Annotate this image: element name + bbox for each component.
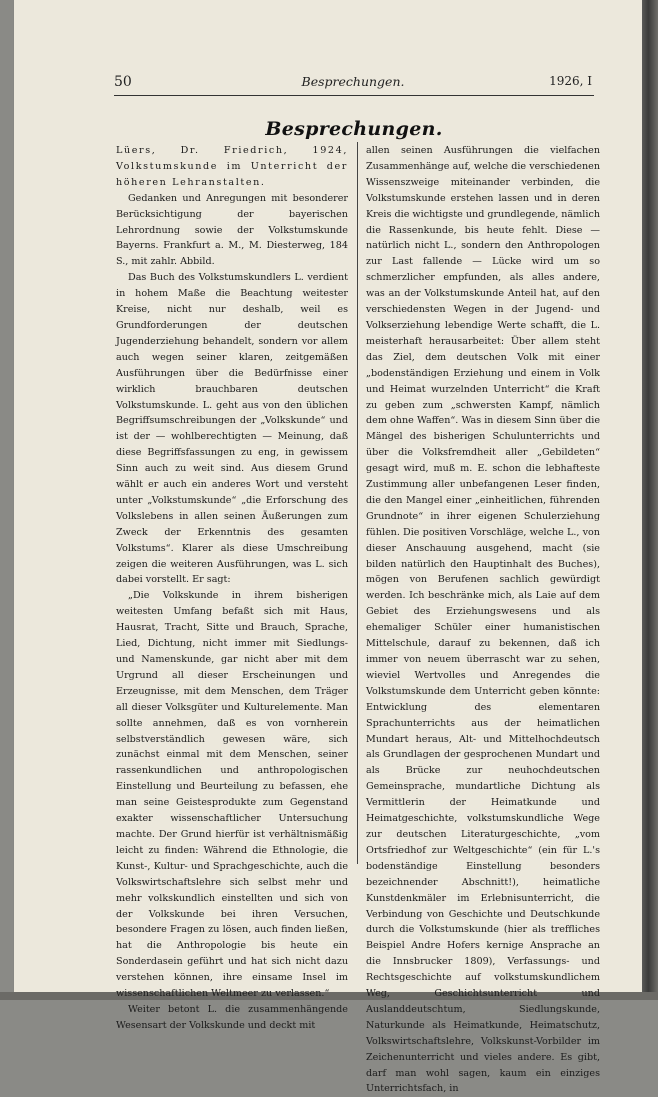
running-title: Besprechungen. bbox=[301, 74, 405, 89]
page-number: 50 bbox=[114, 74, 132, 90]
paragraph: Das Buch des Volkstumskundlers L. verdient in hohem Maße die Beachtung weitester Kreise, nicht nur deshalb, weil es Grundforderungen der deutschen Jugenderziehung behandelt, sondern vor allem auch wegen seiner klaren, zeitgemäßen Ausführungen über die Bedürfnisse einer wirklich brauchbaren deutschen Volkstumskunde. L. geht aus von den üblichen Begriffsumschreibungen der „Volkskunde“ und ist der — wohlberechtigten — Meinung, daß diese Begriffsfassungen zu eng, in gewissem Sinn auch zu weit sind. Aus diesem Grund wählt er auch ein anderes Wort und versteht unter „Volkstumskunde“ „die Erforschung des Volkslebens in allen seinen Äußerungen zum Zweck der Erkenntnis des gesamten Volkstums“. Klarer als diese Umschreibung zeigen die weiteren Ausführungen, was L. sich dabei vorstellt. Er sagt: bbox=[116, 272, 348, 586]
header-rule bbox=[114, 95, 594, 96]
column-divider bbox=[357, 142, 358, 864]
section-title: Besprechungen. bbox=[265, 118, 443, 140]
quote-paragraph: „Die Volkskunde in ihrem bisherigen weitesten Umfang befaßt sich mit Haus, Hausrat, Tracht, Sitte und Brauch, Sprache, Lied, Dichtung, nicht immer mit Siedlungs- und Namenskunde, gar nicht aber mit dem Urgrund all dieser Erscheinungen und Erzeugnisse, mit dem Menschen, dem Träger all dieser Volksgüter und Kulturelemente. Man sollte annehmen, daß es von vornherein selbstverständlich gewesen wäre, sich zunächst einmal mit dem Menschen, seiner rassenkundlichen und anthropologischen Einstellung und Beurteilung zu befassen, ehe man seine Geistesprodukte zum Gegenstand exakter wissenschaftlicher Untersuchung machte. Der Grund hierfür ist verhältnismäßig leicht zu finden: Während die Ethnologie, die Kunst-, Kultur- und Sprachgeschichte, auch die Volkswirtschaftslehre sich selbst mehr und mehr volkskundlich einstellten und sich von der Volkskunde bei ihren Versuchen, besondere Fragen zu lösen, auch finden ließen, hat die Anthropologie bis heute ein Sonderdasein geführt und hat sich nicht dazu verstehen können, ihre einsame Insel im wissenschaftlichen Weltmeer zu verlassen.“ bbox=[116, 590, 348, 1000]
paragraph: allen seinen Ausführungen die vielfachen Zusammenhänge auf, welche die verschiedenen Wissenszweige miteinander verbinden, die Volkstumskunde erstehen lassen und in deren Kreis die wichtigste und grundlegende, nämlich die Rassenkunde, bis heute fehlt. Diese — natürlich nicht L., sondern den Anthropologen zur Last fallende — Lücke wird um so schmerzlicher empfunden, als alles andere, was an der Volkstumskunde Anteil hat, auf den verschiedensten Wegen in der Jugend- und Volkserziehung lebendige Werte schafft, die L. meisterhaft herausarbeitet: Über allem steht das Ziel, dem deutschen Volk mit einer „bodenständigen Erziehung und einem in Volk und Heimat wurzelnden Unterricht“ die Kraft zu geben zum „schwersten Kampf, nämlich dem ohne Waffen“. Was in diesem Sinn über die Mängel des bisherigen Schulunterrichts und über die Volksfremdheit aller „Gebildeten“ gesagt wird, muß m. E. schon die lebhafteste Zustimmung aller unbefangenen Leser finden, die den Mangel einer „einheitlichen, führenden Grundnote“ in ihrer eigenen Schulerziehung fühlen. Die positiven Vorschläge, welche L., von dieser Anschauung ausgehend, macht (sie bilden natürlich den Hauptinhalt des Buches), mögen von Berufenen sachlich gewürdigt werden. Ich beschränke mich, als Laie auf dem Gebiet des Erziehungswesens und als ehemaliger Schüler einer humanistischen Mittelschule, darauf zu bekennen, daß ich immer von neuem überrascht war zu sehen, wieviel Wertvolles und Anregendes die Volkstumskunde dem Unterricht geben könnte: Entwicklung des elementaren Sprachunterrichts aus der heimatlichen Mundart heraus, Alt- und Mittelhochdeutsch als Grundlagen der gesprochenen Mundart und als Brücke zur neuhochdeutschen Gemeinsprache, mundartliche Dichtung als Vermittlerin der Heimatkunde und Heimatgeschichte, volkstumskundliche Wege zur deutschen Literaturgeschichte, „vom Ortsfriedhof zur Weltgeschichte“ (ein für L.'s bodenständige Einstellung besonders bezeichnender Abschnitt!), heimatliche Kunstdenkmäler im Erlebnisunterricht, die Verbindung von Geschichte und Deutschkunde durch die Volkstumskunde (hier als treffliches Beispiel Andre Hofers kernige Ansprache an die Innsbrucker 1809), Verfassungs- und Rechtsgeschichte auf volkstumskundlichem Weg, Geschichtsunterricht und Auslanddeutschtum, Siedlungskunde, Naturkunde als Heimatkunde, Heimatschutz, Volkswirtschaftslehre, Volkskunst-Vorbilder im Zeichenunterricht und vieles andere. Es gibt, darf man wohl sagen, kaum ein einziges Unterrichtsfach, in bbox=[366, 145, 600, 1095]
running-header bbox=[114, 74, 592, 94]
paragraph: Weiter betont L. die zusammenhängende Wesensart der Volkskunde und deckt mit bbox=[116, 1003, 348, 1031]
book-entry-heading: Lüers, Dr. Friedrich, 1924, Volkstumskunde im Unterricht der höheren Lehranstalten. bbox=[116, 145, 348, 188]
paragraph: Gedanken und Anregungen mit besonderer Berücksichtigung der bayerischen Lehrordnung sowie der Volkstumskunde Bayerns. Frankfurt a. M., M. Diesterweg, 184 S., mit zahlr. Abbild. bbox=[116, 192, 348, 268]
left-column bbox=[116, 143, 348, 1034]
year-volume: 1926, I bbox=[549, 74, 592, 88]
right-column bbox=[366, 143, 600, 1097]
book-spine-edge bbox=[642, 0, 658, 1000]
